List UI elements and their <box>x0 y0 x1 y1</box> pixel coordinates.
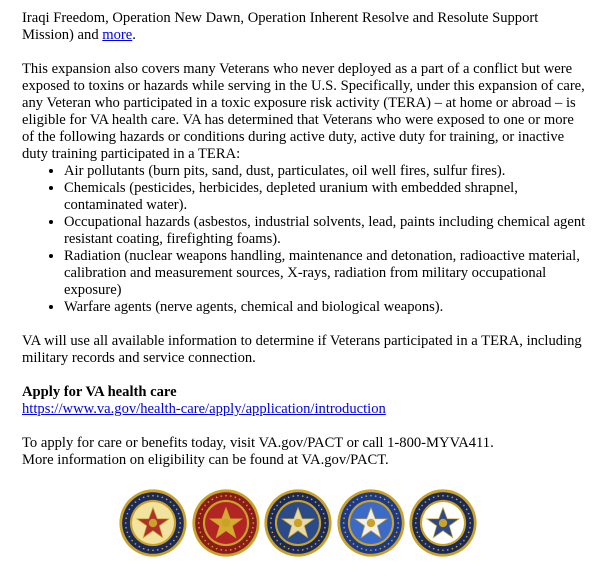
coast-guard-seal-icon <box>408 488 478 558</box>
apply-url-link[interactable]: https://www.va.gov/health-care/apply/application/introduction <box>22 401 386 417</box>
hazard-item-radiation: • Radiation (nuclear weapons handling, maintenance and detonation, radioactive material, calibration and measurement sources, X-rays, radiation from military occupational exposure) <box>64 248 587 299</box>
intro-paragraph <box>22 10 587 44</box>
expansion-paragraph: This expansion also covers many Veterans who never deployed as a part of a conflict but were exposed to toxins or hazards while serving in the U.S. Specifically, under this expansion of care, any Veteran who participated in a toxic exposure risk activity (TERA) – at home or abroad – is eligible for VA health care. VA has determined that Veterans who were exposed to one or more of the following hazards or conditions during active duty, active duty for training, or inactive duty training participated in a TERA: <box>22 61 585 162</box>
hazard-item-air-pollutants: • Air pollutants (burn pits, sand, dust, particulates, oil well fires, sulfur fires). <box>64 163 587 180</box>
contact-line-2: More information on eligibility can be found at VA.gov/PACT. <box>22 452 389 468</box>
contact-line-1: To apply for care or benefits today, visit VA.gov/PACT or call 1-800-MYVA411. <box>22 435 494 451</box>
records-paragraph: VA will use all available information to determine if Veterans participated in a TERA, including military records and service connection. <box>22 333 582 366</box>
air-force-seal-icon <box>336 488 406 558</box>
hazard-item-occupational: • Occupational hazards (asbestos, industrial solvents, lead, paints including chemical agent resistant coating, firefighting foams). <box>64 214 587 248</box>
intro-text: Iraqi Freedom, Operation New Dawn, Operation Inherent Resolve and Resolute Support Mission) and <box>22 10 539 43</box>
apply-heading: Apply for VA health care <box>22 384 177 400</box>
document-page <box>22 10 587 469</box>
intro-tail: . <box>132 27 136 43</box>
military-seals-row <box>118 477 478 569</box>
hazard-item-chemicals: • Chemicals (pesticides, herbicides, depleted uranium with embedded shrapnel, contaminated water). <box>64 180 587 214</box>
hazard-list <box>22 163 587 316</box>
apply-url-line <box>22 401 587 418</box>
hazard-item-warfare-agents: • Warfare agents (nerve agents, chemical and biological weapons). <box>64 299 587 316</box>
more-link[interactable]: more <box>102 27 133 43</box>
navy-seal-icon <box>263 488 333 558</box>
army-seal-icon <box>118 488 188 558</box>
marine-corps-seal-icon <box>191 488 261 558</box>
